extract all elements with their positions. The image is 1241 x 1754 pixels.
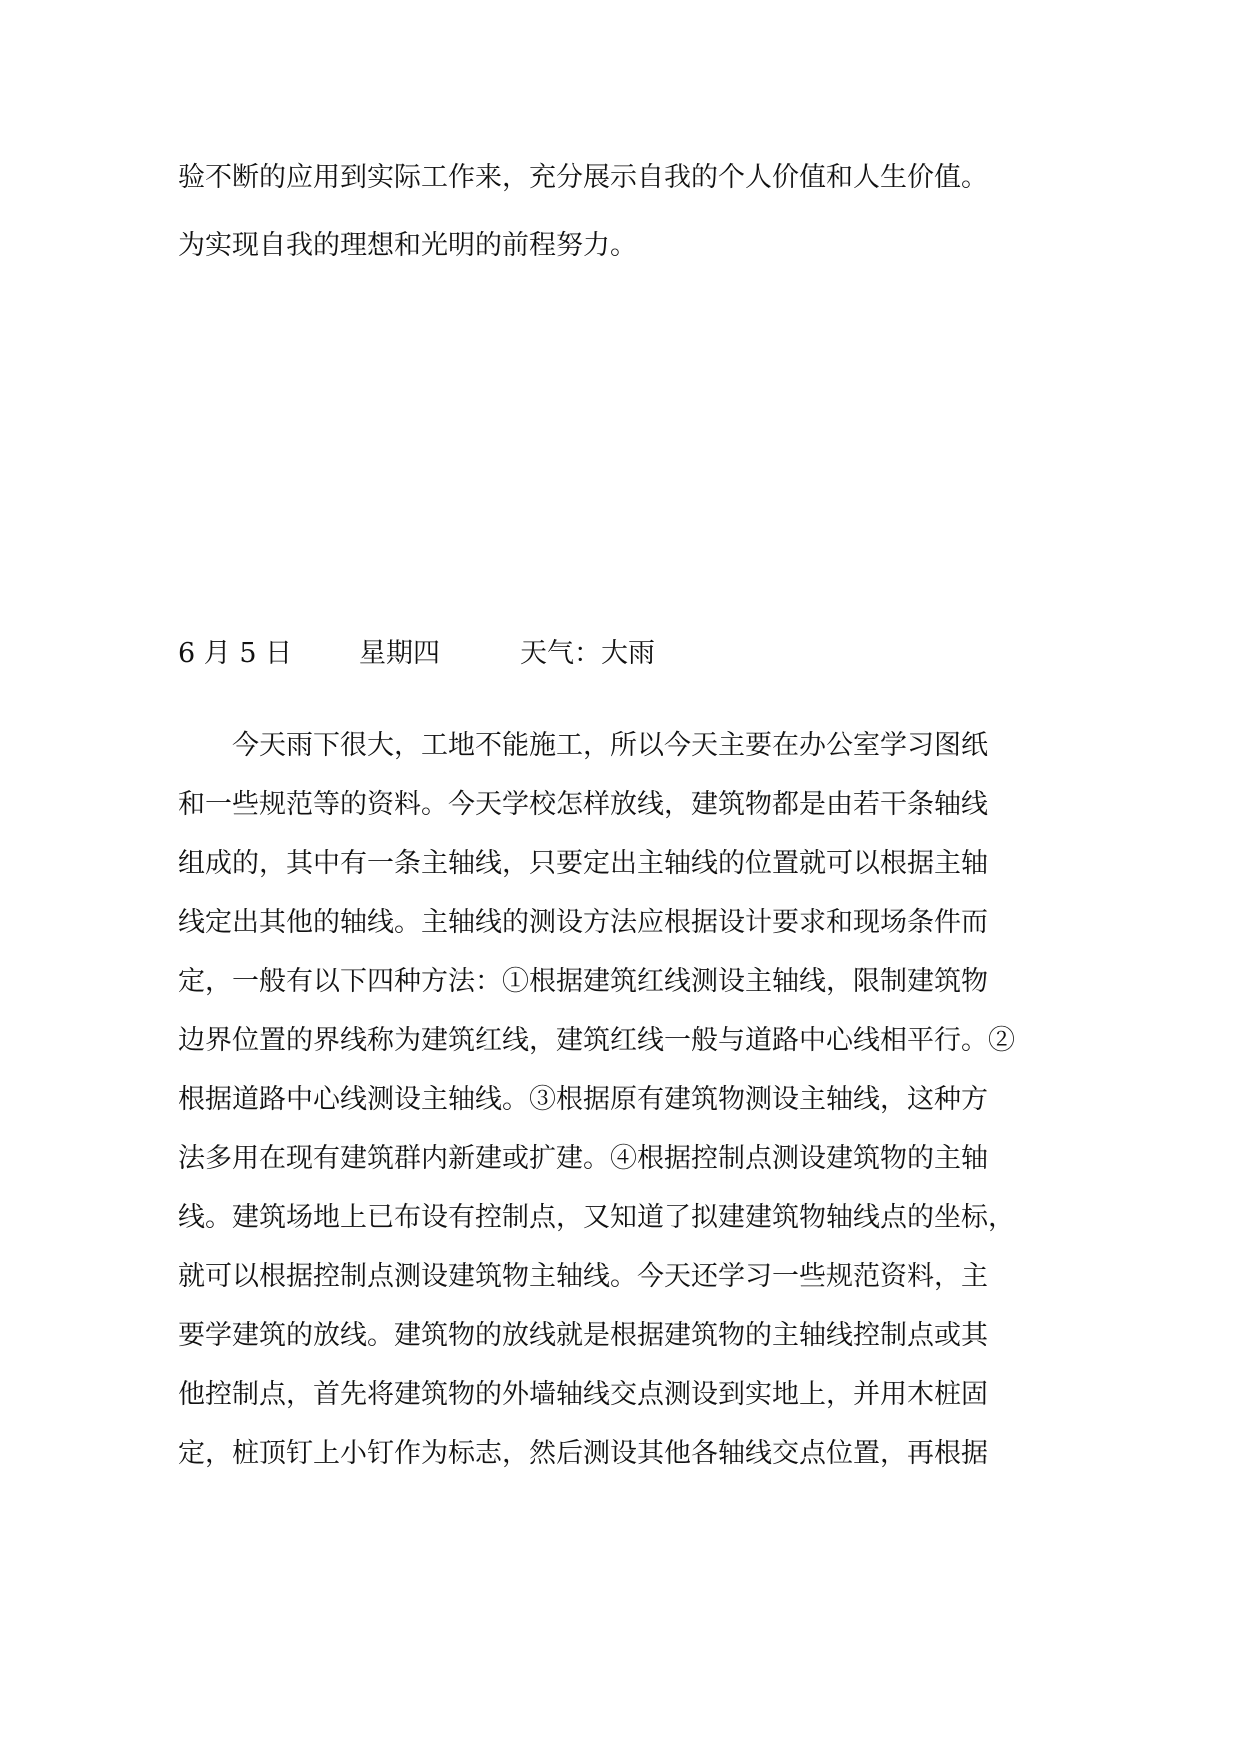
paragraph-line: 边界位置的界线称为建筑红线，建筑红线一般与道路中心线相平行。②: [178, 1025, 1015, 1056]
entry-date: 6 月 5 日: [178, 638, 293, 669]
paragraph-line: 他控制点，首先将建筑物的外墙轴线交点测设到实地上，并用木桩固: [178, 1379, 988, 1410]
paragraph-line: 定，桩顶钉上小钉作为标志，然后测设其他各轴线交点位置，再根据: [178, 1438, 988, 1469]
paragraph-line: 线。建筑场地上已布设有控制点，又知道了拟建建筑物轴线点的坐标，: [178, 1202, 1015, 1233]
paragraph-line: 和一些规范等的资料。今天学校怎样放线，建筑物都是由若干条轴线: [178, 789, 988, 820]
paragraph-line: 验不断的应用到实际工作来，充分展示自我的个人价值和人生价值。: [178, 162, 988, 193]
entry-weekday: 星期四: [359, 638, 440, 669]
paragraph-line: 为实现自我的理想和光明的前程努力。: [178, 230, 637, 261]
paragraph-line: 根据道路中心线测设主轴线。③根据原有建筑物测设主轴线，这种方: [178, 1084, 988, 1115]
paragraph-line: 组成的，其中有一条主轴线，只要定出主轴线的位置就可以根据主轴: [178, 848, 988, 879]
paragraph-line: 定，一般有以下四种方法：①根据建筑红线测设主轴线，限制建筑物: [178, 966, 988, 997]
paragraph-line: 法多用在现有建筑群内新建或扩建。④根据控制点测设建筑物的主轴: [178, 1143, 988, 1174]
entry-weather: 天气：大雨: [520, 638, 655, 669]
paragraph-line: 线定出其他的轴线。主轴线的测设方法应根据设计要求和现场条件而: [178, 907, 988, 938]
paragraph-line: 就可以根据控制点测设建筑物主轴线。今天还学习一些规范资料，主: [178, 1261, 988, 1292]
paragraph-line: 今天雨下很大，工地不能施工，所以今天主要在办公室学习图纸: [232, 730, 988, 761]
paragraph-line: 要学建筑的放线。建筑物的放线就是根据建筑物的主轴线控制点或其: [178, 1320, 988, 1351]
